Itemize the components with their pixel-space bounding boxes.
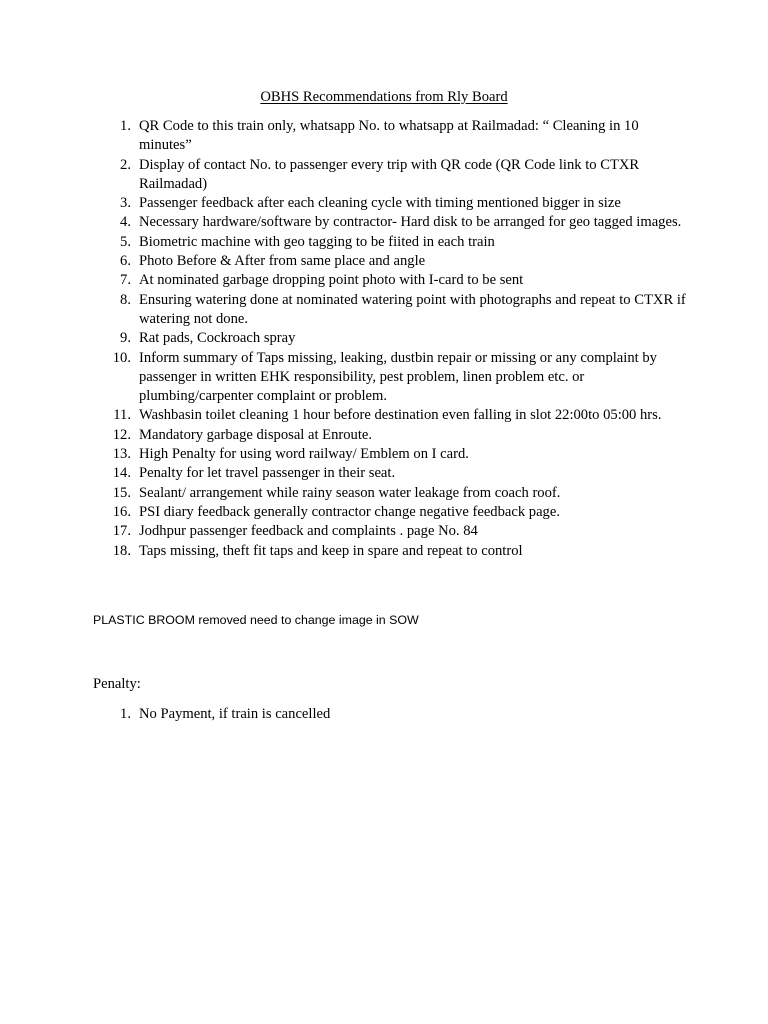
item-number: 14. — [112, 465, 131, 482]
item-number: 10. — [112, 349, 131, 366]
list-item — [108, 349, 688, 407]
list-item — [108, 156, 688, 195]
item-text: Display of contact No. to passenger every trip with QR code (QR Code link to CTXR Railmadad) — [139, 156, 640, 192]
item-text: Mandatory garbage disposal at Enroute. — [139, 426, 373, 443]
item-text: Sealant/ arrangement while rainy season water leakage from coach roof. — [139, 484, 561, 501]
list-item — [108, 503, 688, 522]
item-text: Jodhpur passenger feedback and complaints . page No. 84 — [139, 523, 478, 540]
item-number: 3. — [120, 195, 131, 212]
list-item — [108, 329, 688, 348]
list-item — [108, 484, 688, 503]
item-text: High Penalty for using word railway/ Emblem on I card. — [139, 446, 469, 463]
item-text: Ensuring watering done at nominated watering point with photographs and repeat to CTXR if watering not done. — [139, 291, 686, 327]
item-number: 16. — [112, 503, 131, 520]
item-number: 1. — [120, 118, 131, 134]
list-item — [108, 233, 688, 252]
item-text: Washbasin toilet cleaning 1 hour before destination even falling in slot 22:00to 05:00 hrs. — [139, 407, 662, 424]
list-item — [108, 522, 688, 541]
item-number: 18. — [112, 542, 131, 559]
item-number: 4. — [120, 214, 131, 231]
list-item — [108, 705, 688, 724]
item-number: 17. — [112, 523, 131, 540]
list-item — [108, 271, 688, 290]
item-number: 12. — [112, 426, 131, 443]
penalty-list — [108, 705, 688, 724]
item-text: No Payment, if train is cancelled — [139, 706, 331, 722]
sow-note: PLASTIC BROOM removed need to change image in SOW — [93, 613, 419, 627]
item-text: QR Code to this train only, whatsapp No. to whatsapp at Railmadad: “ Cleaning in 10 minutes” — [139, 118, 639, 154]
item-text: Biometric machine with geo tagging to be fiited in each train — [139, 233, 495, 250]
item-text: Necessary hardware/software by contractor- Hard disk to be arranged for geo tagged images. — [139, 214, 682, 231]
list-item — [108, 542, 688, 561]
list-item — [108, 406, 688, 425]
item-number: 9. — [120, 330, 131, 347]
item-number: 1. — [120, 706, 131, 722]
item-number: 15. — [112, 484, 131, 501]
item-text: Passenger feedback after each cleaning cycle with timing mentioned bigger in size — [139, 195, 621, 212]
item-number: 5. — [120, 233, 131, 250]
item-text: Penalty for let travel passenger in their seat. — [139, 465, 396, 482]
item-text: Inform summary of Taps missing, leaking, dustbin repair or missing or any complaint by passenger in written EHK responsibility, pest problem, linen problem etc. or plumbing/carpenter complaint or problem. — [139, 349, 657, 405]
list-item — [108, 291, 688, 330]
item-number: 2. — [120, 156, 131, 173]
item-number: 6. — [120, 253, 131, 270]
document-title: OBHS Recommendations from Rly Board — [260, 89, 508, 105]
list-item — [108, 252, 688, 271]
list-item — [108, 117, 688, 156]
list-item — [108, 213, 688, 232]
item-text: Rat pads, Cockroach spray — [139, 330, 296, 347]
item-text: PSI diary feedback generally contractor change negative feedback page. — [139, 503, 560, 520]
list-item — [108, 445, 688, 464]
item-number: 13. — [112, 446, 131, 463]
item-text: Taps missing, theft fit taps and keep in spare and repeat to control — [139, 542, 523, 559]
list-item — [108, 194, 688, 213]
item-number: 8. — [120, 291, 131, 308]
item-number: 7. — [120, 272, 131, 289]
list-item — [108, 426, 688, 445]
penalty-heading: Penalty: — [93, 676, 141, 692]
item-text: At nominated garbage dropping point photo with I-card to be sent — [139, 272, 524, 289]
item-text: Photo Before & After from same place and angle — [139, 253, 426, 270]
recommendations-list — [108, 117, 688, 561]
item-number: 11. — [113, 407, 131, 424]
list-item — [108, 464, 688, 483]
